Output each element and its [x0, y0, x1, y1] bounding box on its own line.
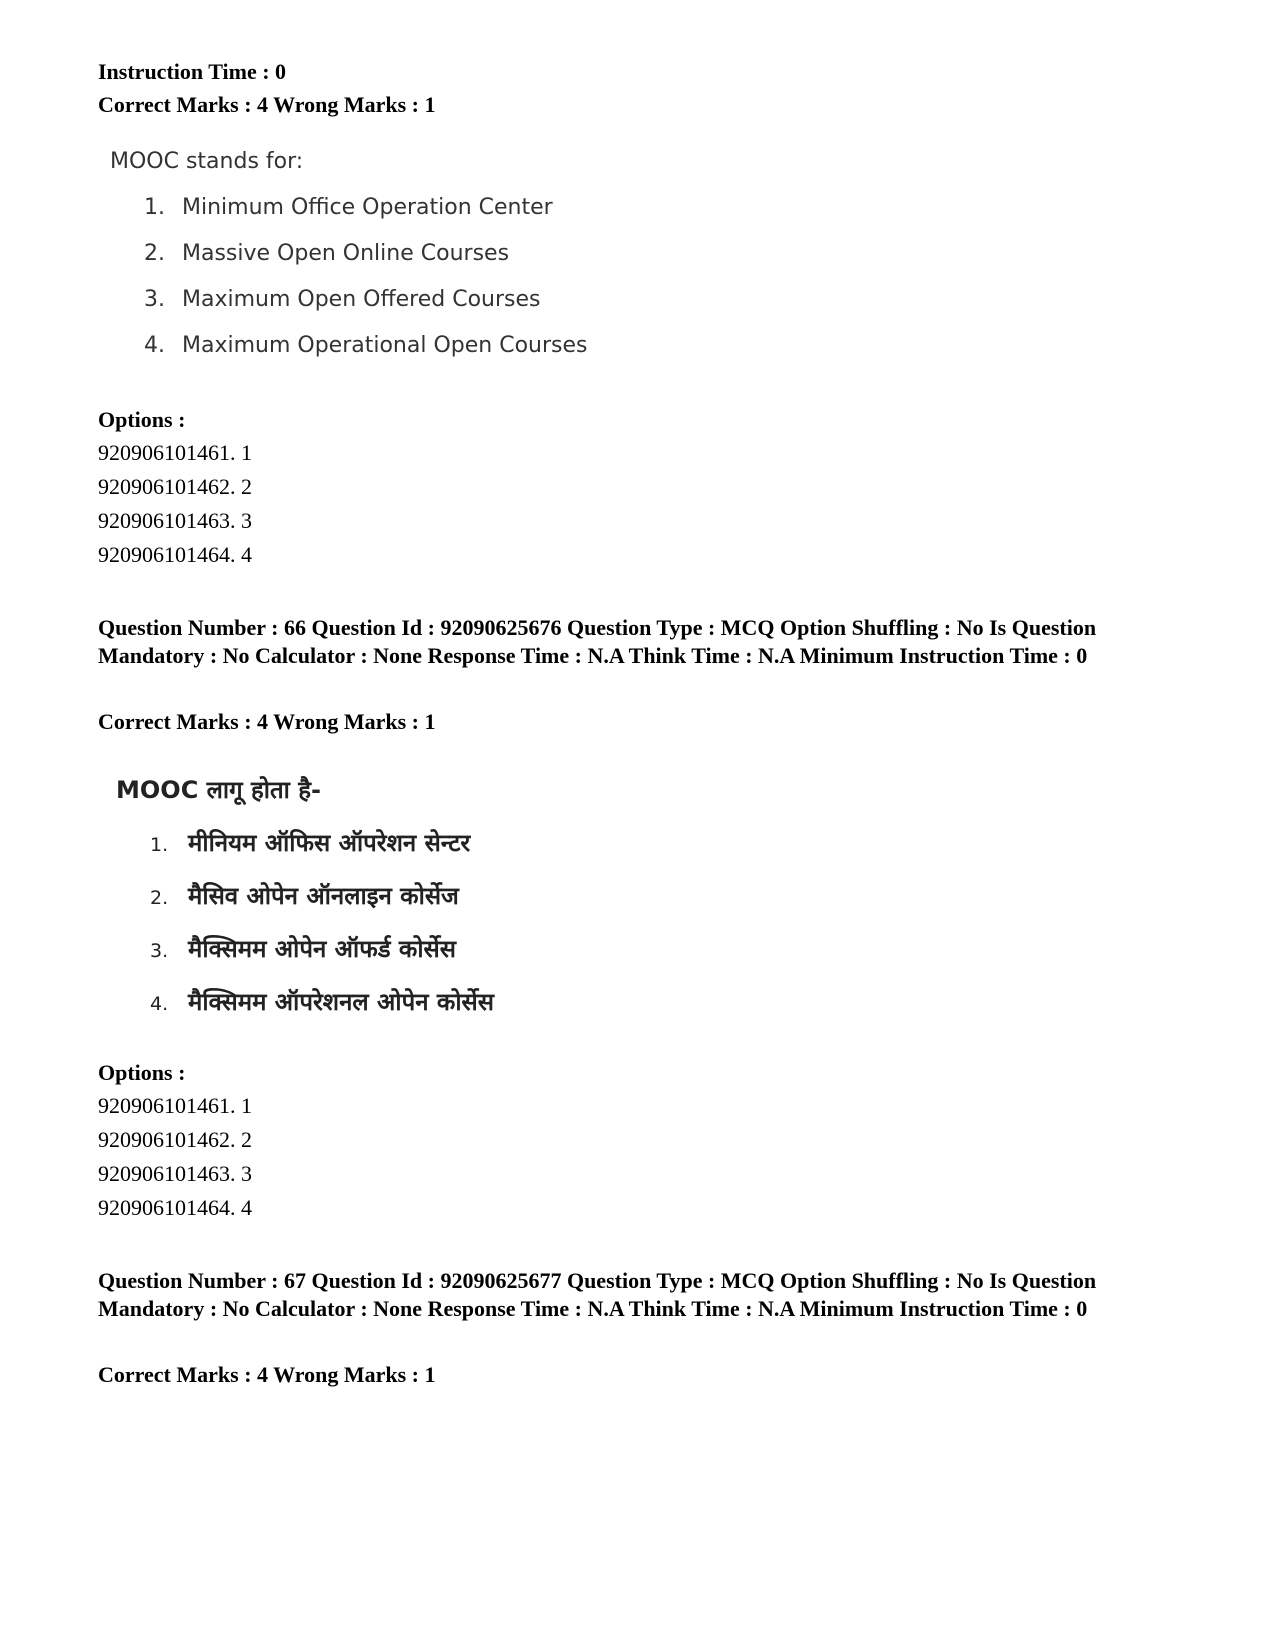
option-text: मैक्सिमम ओपेन ऑफर्ड कोर्सेस [188, 935, 456, 963]
instruction-time: Instruction Time : 0 [98, 59, 287, 84]
option-text: Massive Open Online Courses [182, 241, 510, 266]
answer-option: 920906101463. 3 [98, 508, 252, 533]
question-option-3 [150, 932, 456, 965]
question-header: Question Number : 66 Question Id : 92090625676 Question Type : MCQ Option Shuffling : No Is Question Mandatory : No Calculator : None Response Time : N.A Think Time : N.A Minimum Instruction Time : 0 [98, 615, 1097, 668]
question-option-4 [144, 333, 588, 358]
option-number: 2. [150, 887, 169, 909]
answer-option: 920906101462. 2 [98, 1127, 252, 1152]
answer-option: 920906101461. 1 [98, 440, 252, 465]
option-text: मीनियम ऑफिस ऑपरेशन सेन्टर [188, 829, 471, 857]
option-number: 4. [144, 333, 165, 358]
question-header: Question Number : 67 Question Id : 92090625677 Question Type : MCQ Option Shuffling : No Is Question Mandatory : No Calculator : None Response Time : N.A Think Time : N.A Minimum Instruction Time : 0 [98, 1268, 1097, 1321]
option-text: Maximum Operational Open Courses [182, 333, 588, 358]
option-number: 3. [144, 287, 165, 312]
option-text: मैसिव ओपेन ऑनलाइन कोर्सेज [188, 882, 459, 910]
marks-line: Correct Marks : 4 Wrong Marks : 1 [98, 92, 436, 117]
question-option-2 [144, 241, 509, 266]
answer-option: 920906101464. 4 [98, 542, 252, 567]
options-label: Options : [98, 1060, 186, 1085]
options-label: Options : [98, 407, 186, 432]
answer-option: 920906101464. 4 [98, 1195, 252, 1220]
question-option-3 [144, 287, 540, 312]
marks-line: Correct Marks : 4 Wrong Marks : 1 [98, 709, 436, 734]
option-number: 2. [144, 241, 165, 266]
option-text: मैक्सिमम ऑपरेशनल ओपेन कोर्सेस [188, 988, 495, 1016]
option-number: 3. [150, 940, 169, 962]
question-option-1 [150, 826, 470, 859]
option-text: Maximum Open Offered Courses [182, 287, 541, 312]
question-option-1 [144, 195, 553, 220]
option-number: 1. [144, 195, 165, 220]
option-number: 4. [150, 993, 169, 1015]
option-text: Minimum Office Operation Center [182, 195, 553, 220]
answer-option: 920906101462. 2 [98, 474, 252, 499]
answer-option: 920906101461. 1 [98, 1093, 252, 1118]
question-stem: MOOC stands for: [110, 149, 304, 174]
answer-option: 920906101463. 3 [98, 1161, 252, 1186]
marks-line: Correct Marks : 4 Wrong Marks : 1 [98, 1362, 436, 1387]
option-number: 1. [150, 834, 169, 856]
question-stem: MOOC लागू होता है- [116, 776, 321, 804]
question-option-4 [150, 985, 494, 1018]
question-option-2 [150, 879, 459, 912]
